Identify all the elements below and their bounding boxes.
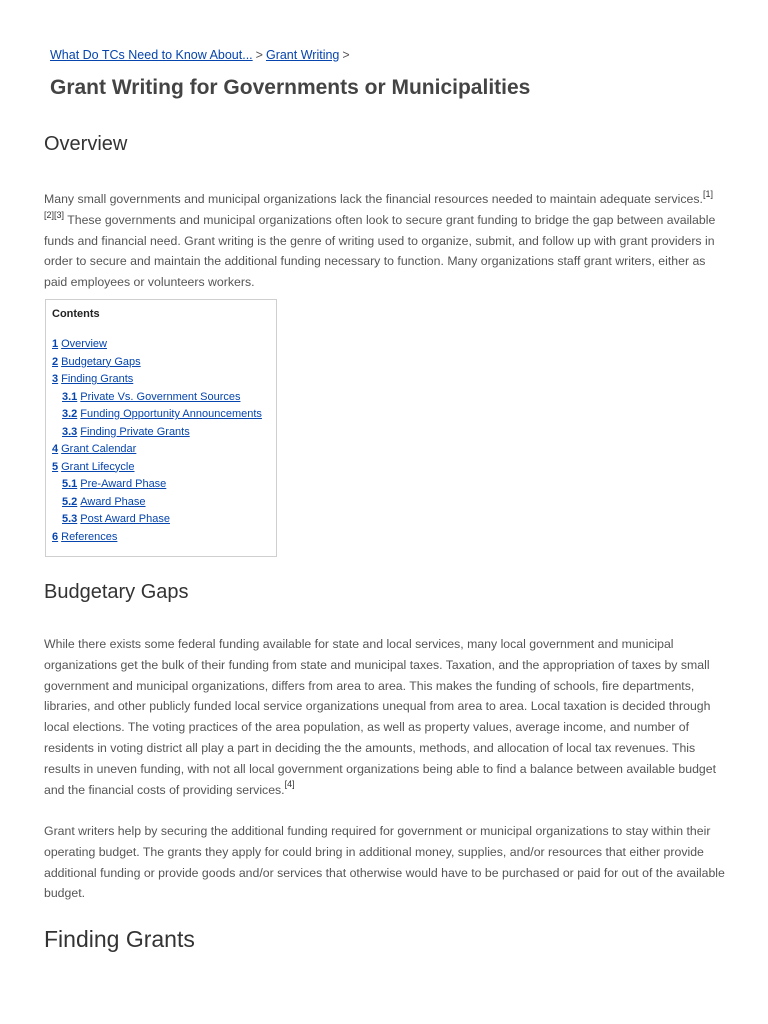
heading-budgetary-gaps: Budgetary Gaps [44,581,189,603]
toc-item-label: Pre-Award Phase [80,478,167,490]
breadcrumb-separator: > [342,48,350,62]
overview-text-a: Many small governments and municipal organizations lack the financial resources needed to maintain adequate services. [44,192,703,206]
toc-item-number: 3 [52,373,59,385]
toc-item-number: 5.2 [62,495,78,508]
page-title: Grant Writing for Governments or Municipalities [50,76,531,99]
budgetary-gaps-paragraph-2: Grant writers help by securing the additional funding required for government or municipal organizations to stay within their operating budget. The grants they apply for could bring in additional money, supplies, and/or resources that either provide additional funding or provide goods and/or services that otherwise would have to be purchased or paid for out of the available budget. [44,824,725,901]
ref-link-3[interactable]: [3] [54,209,65,220]
toc-item-number: 3.1 [62,390,78,403]
breadcrumb-separator: > [255,48,263,62]
toc-item-finding-private-grants[interactable] [52,424,276,442]
overview-paragraph [44,189,732,293]
heading-finding-grants: Finding Grants [44,926,195,952]
toc-item-post-award-phase[interactable] [52,511,276,529]
ref-link-4[interactable]: [4] [284,779,295,790]
toc-item-budgetary-gaps[interactable] [52,354,276,372]
toc-item-number: 1 [52,338,59,350]
toc-item-number: 6 [52,530,59,543]
toc-item-award-phase[interactable] [52,494,276,512]
toc-list [52,336,276,546]
toc-item-label: Post Award Phase [80,513,170,525]
budgetary-gaps-paragraph-1 [44,634,732,800]
toc-item-label: Finding Grants [61,373,134,385]
toc-item-private-vs-government[interactable] [52,389,276,407]
toc-item-label: References [61,530,118,543]
breadcrumb [50,48,353,62]
toc-item-references[interactable] [52,529,276,547]
toc-item-number: 3.3 [62,425,78,438]
toc-item-number: 3.2 [62,408,78,420]
toc-item-label: Funding Opportunity Announcements [80,408,262,420]
toc-item-label: Finding Private Grants [80,425,190,438]
toc-item-grant-lifecycle[interactable] [52,459,276,477]
overview-text-b: These governments and municipal organizations often look to secure grant funding to bridge the gap between available funds and financial need. Grant writing is the genre of writing used to organize, submit, and follow up with grant providers in order to secure and maintain the additional funding necessary to function. Many organizations staff grant writers, either as paid employees or volunteers workers. [44,212,716,290]
toc-item-label: Award Phase [80,495,146,508]
toc-item-label: Private Vs. Government Sources [80,390,241,403]
ref-link-1[interactable]: [1] [702,188,713,199]
budgetary-gaps-text-1: While there exists some federal funding available for state and local services, many local government and municipal organizations get the bulk of their funding from state and municipal taxes. Taxation, and the appropriation of taxes by small government and municipal organizations, differs from area to area. This makes the funding of schools, fire departments, libraries, and other publicly funded local service organizations unequal from area to area. Local taxation is decided through local elections. The voting practices of the area population, as well as property values, average income, and number of residents in voting district all play a part in deciding the the amounts, methods, and allocation of local tax revenues. This results in uneven funding, with not all local government organizations being able to find a balance between available budget and the financial costs of providing services. [44,637,716,797]
toc-title: Contents [52,308,100,320]
toc-item-label: Overview [61,338,107,350]
breadcrumb-link-tcs[interactable]: What Do TCs Need to Know About... [50,48,253,62]
toc-item-number: 4 [52,443,59,455]
toc-item-funding-opportunity[interactable] [52,406,276,424]
heading-overview: Overview [44,133,128,155]
toc-item-overview[interactable] [52,336,276,354]
ref-link-2[interactable]: [2] [44,209,55,220]
toc-item-pre-award-phase[interactable] [52,476,276,494]
toc-item-grant-calendar[interactable] [52,441,276,459]
toc-item-number: 2 [52,355,59,368]
toc-item-label: Grant Calendar [61,443,137,455]
toc-item-number: 5.3 [62,513,78,525]
toc-item-finding-grants[interactable] [52,371,276,389]
toc-item-number: 5.1 [62,478,78,490]
toc-item-number: 5 [52,460,59,473]
toc-item-label: Budgetary Gaps [61,355,141,368]
toc-item-label: Grant Lifecycle [61,460,135,473]
table-of-contents [45,299,277,557]
breadcrumb-link-grant-writing[interactable]: Grant Writing [265,48,340,62]
